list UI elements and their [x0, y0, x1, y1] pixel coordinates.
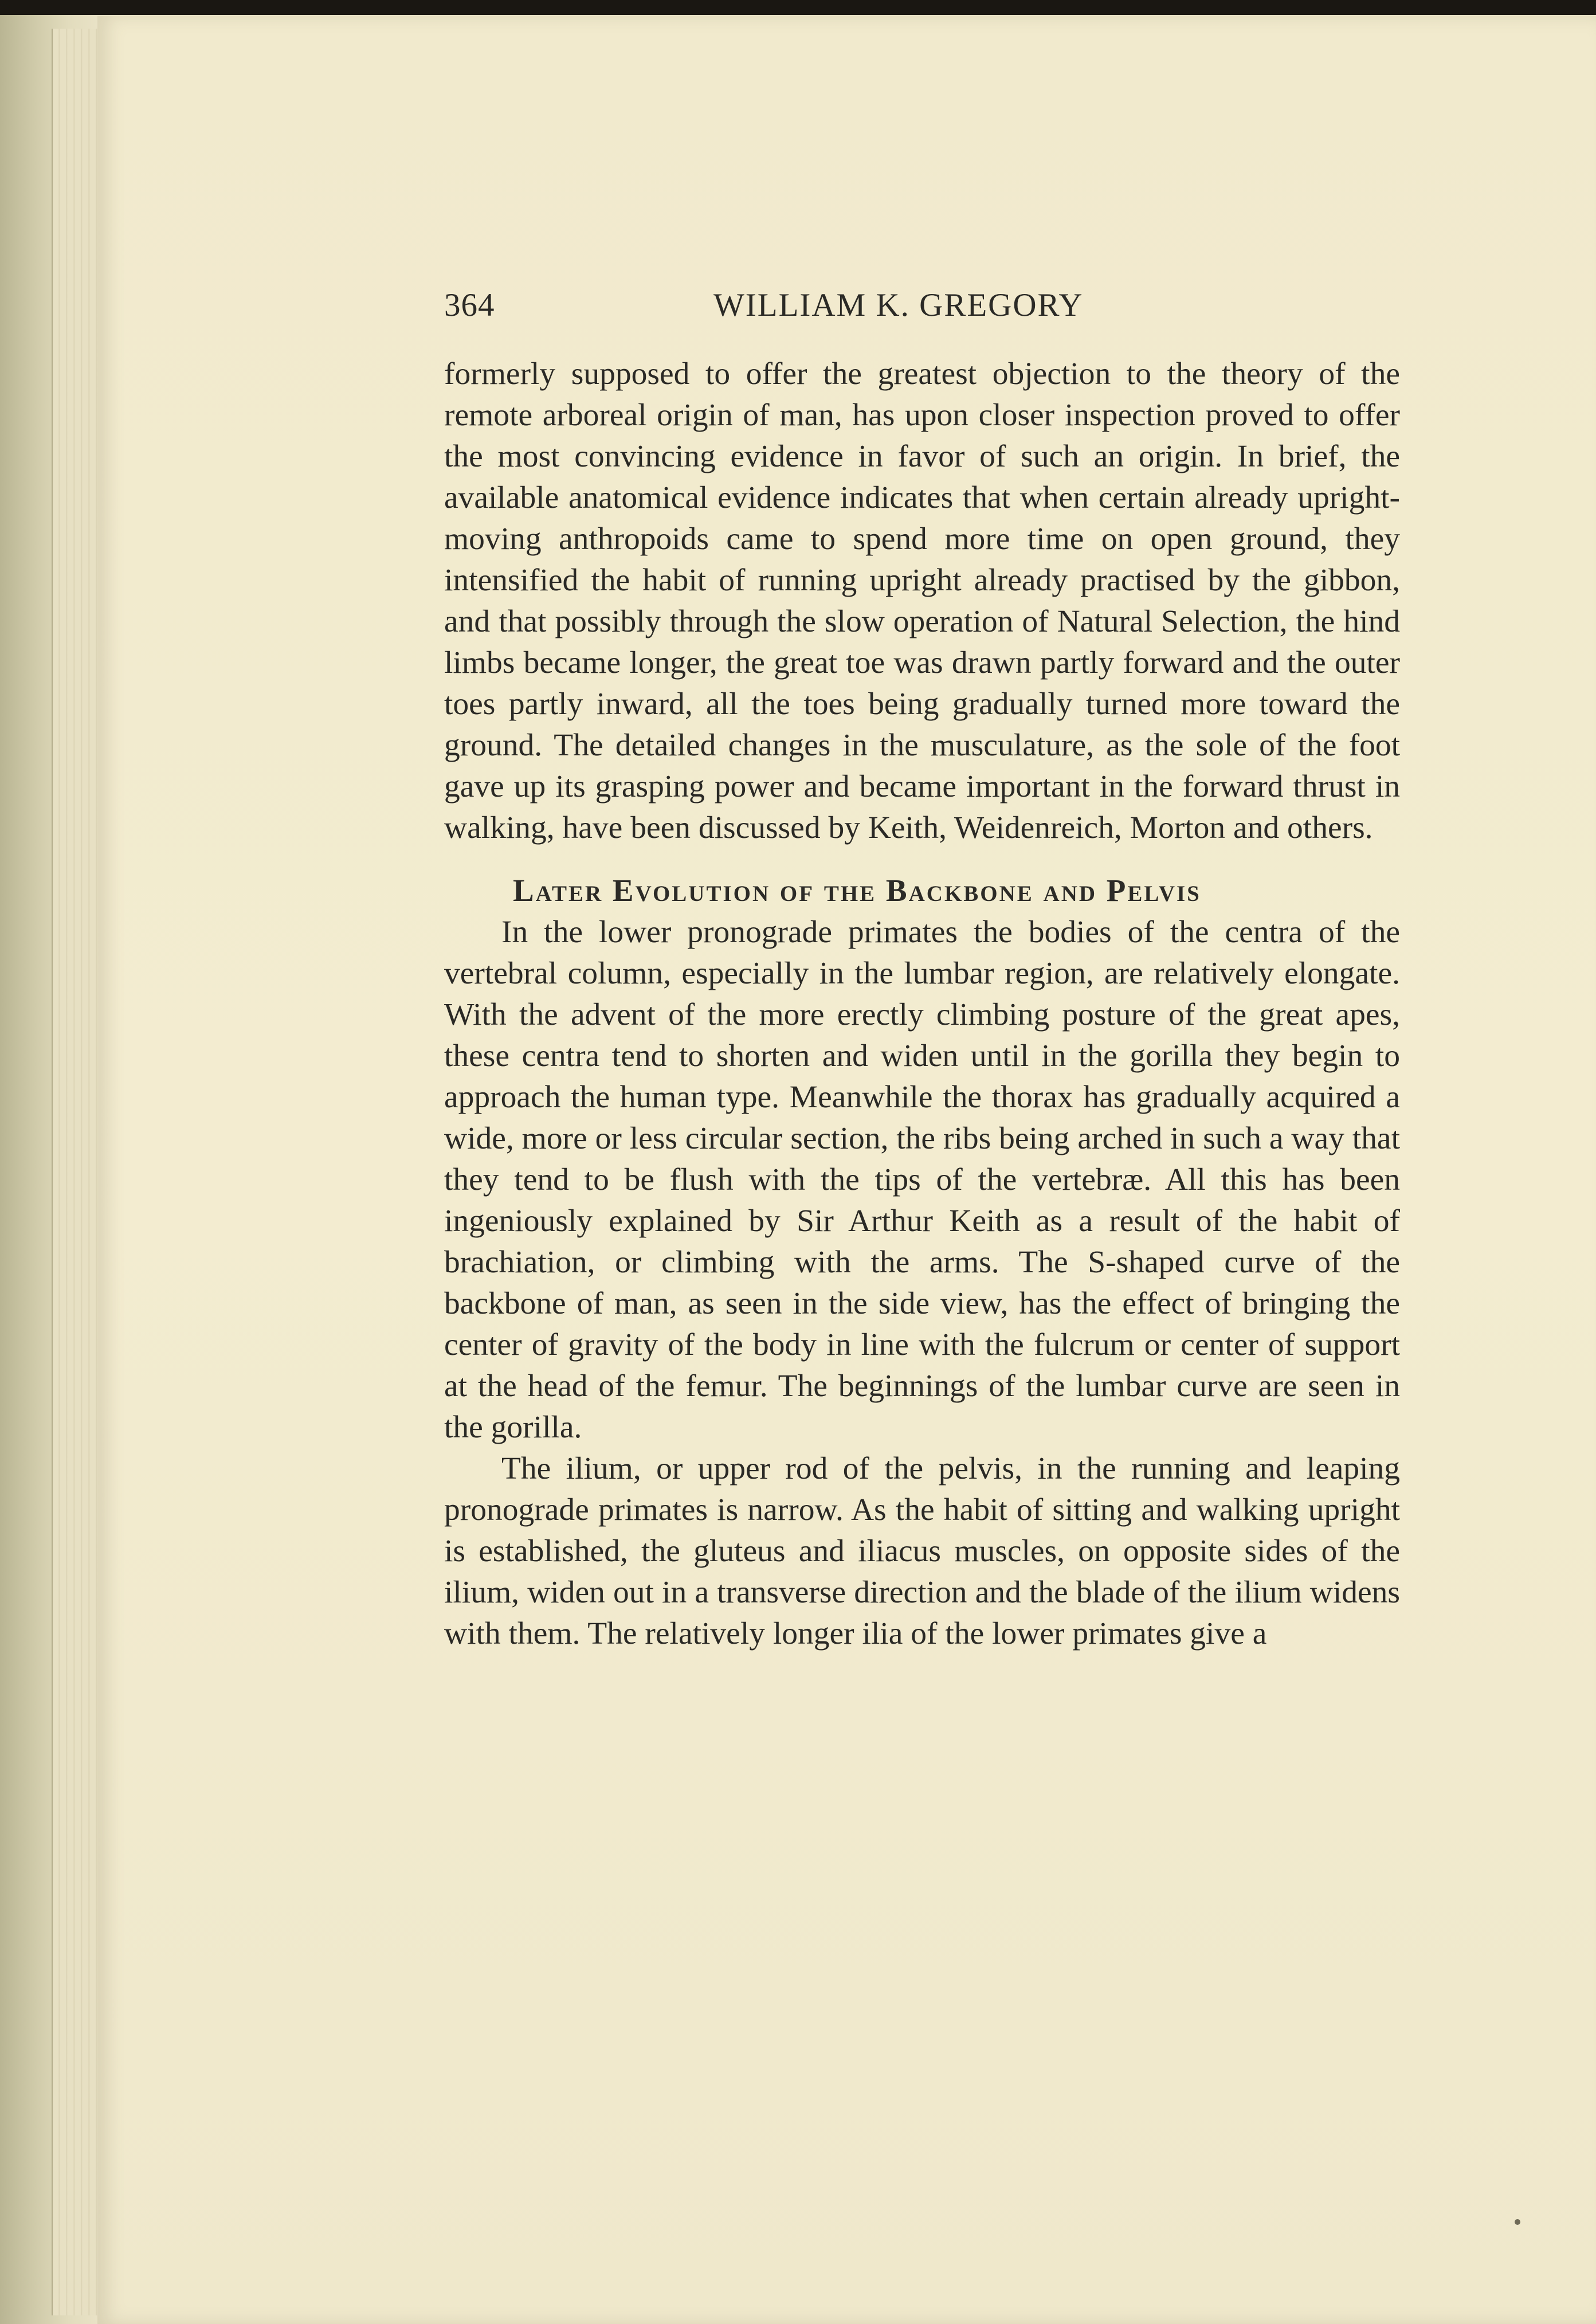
running-head — [444, 281, 1436, 332]
paragraph-ilium: The ilium, or upper rod of the pelvis, in the running and leaping pronograde primates is narrow. As the habit of sitting and walking upright is established, the gluteus and iliacus muscles, on opposite sides of the ilium, widen out in a transverse direction and the blade of the ilium widens with them. The relatively longer ilia of the lower primates give a — [444, 1451, 1400, 1651]
text-block — [444, 354, 1400, 1655]
paper-speck — [1515, 2219, 1520, 2225]
page-edges-stack — [52, 29, 104, 2315]
paragraph-vertebral-column: In the lower pronograde primates the bodies of the centra of the vertebral column, especially in the lumbar region, are relatively elongate. With the advent of the more erectly climbing posture of the great apes, these centra tend to shorten and widen until in the gorilla they begin to approach the human type. Meanwhile the thorax has gradually acquired a wide, more or less circular section, the ribs being arched in such a way that they tend to be flush with the tips of the vertebræ. All this has been ingeniously explained by Sir Arthur Keith as a result of the habit of brachiation, or climbing with the arms. The S-shaped curve of the backbone of man, as seen in the side view, has the effect of bringing the center of gravity of the body in line with the fulcrum or center of support at the head of the femur. The beginnings of the lumbar curve are seen in the gorilla. — [444, 915, 1400, 1445]
paragraph-continued: formerly supposed to offer the greatest objection to the theory of the remote arboreal origin of man, has upon closer inspection proved to offer the most convincing evidence in favor of such an origin. In brief, the available anatomical evidence indicates that when certain already upright-moving anthropoids came to spend more time on open ground, they intensified the habit of running upright already practised by the gibbon, and that possibly through the slow operation of Natural Selection, the hind limbs became longer, the great toe was drawn partly forward and the outer toes partly inward, all the toes being gradually turned more toward the ground. The detailed changes in the musculature, as the sole of the foot gave up its grasping power and became important in the forward thrust in walking, have been discussed by Keith, Weidenreich, Morton and others. — [444, 356, 1400, 845]
page-number: 364 — [444, 287, 495, 323]
running-head-author: WILLIAM K. GREGORY — [713, 287, 1084, 323]
scanner-top-edge — [0, 0, 1596, 15]
section-heading: Later Evolution of the Backbone and Pelvis — [513, 873, 1201, 908]
